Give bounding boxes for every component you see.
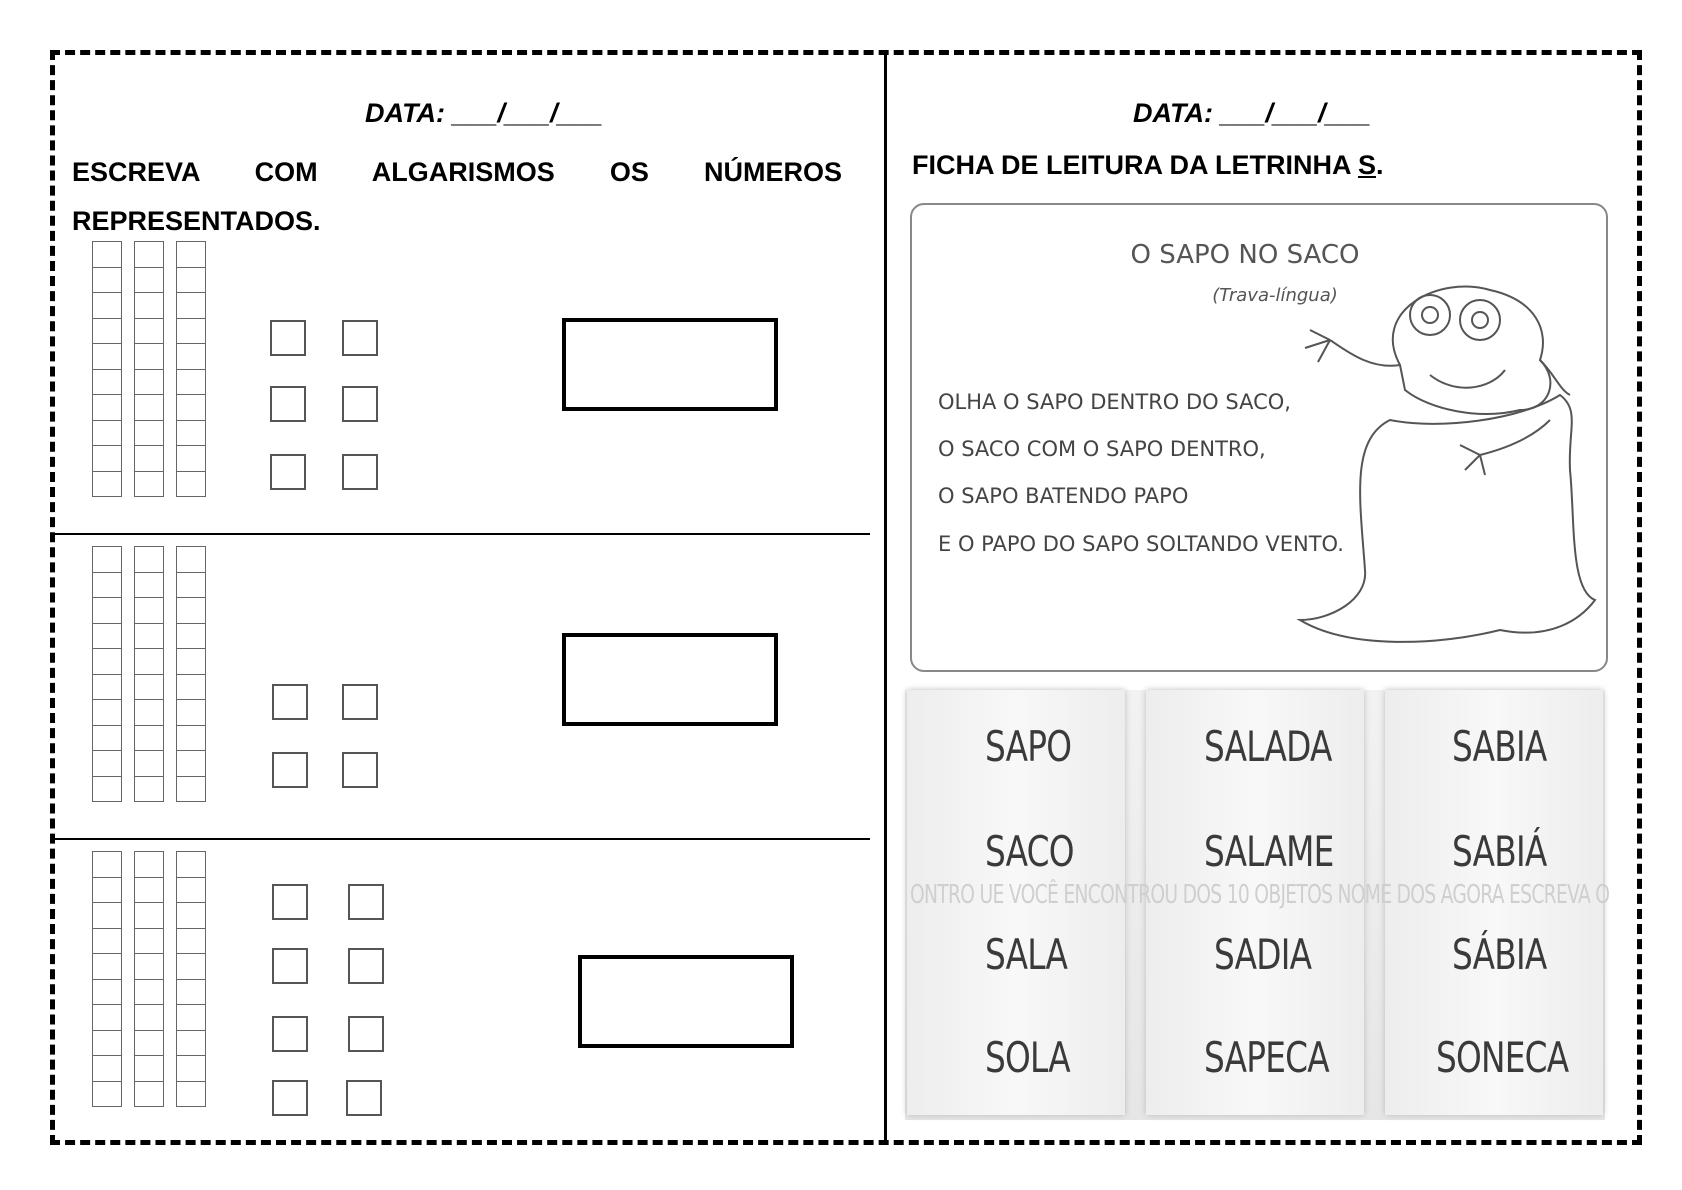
faded-background-text: ONTRO UE VOCÊ ENCONTROU DOS 10 OBJETOS NOME DOS AGORA ESCREVA O: [910, 880, 1610, 910]
rod-cell: [92, 394, 122, 421]
unit-cube: [272, 1016, 308, 1052]
poem-line: O SAPO BATENDO PAPO: [938, 484, 1189, 508]
word-item: SACO: [985, 827, 1074, 876]
rod-cell: [176, 725, 206, 752]
rod-cell: [92, 572, 122, 599]
rod-cell: [134, 750, 164, 777]
rod-cell: [176, 699, 206, 726]
rod-cell: [134, 699, 164, 726]
rod-cell: [92, 648, 122, 675]
rod-cell: [92, 928, 122, 955]
rod-cell: [134, 979, 164, 1006]
word-item: SALADA: [1204, 722, 1332, 771]
rod-cell: [92, 674, 122, 701]
rod-cell: [176, 877, 206, 904]
ten-rod: [176, 852, 206, 1107]
rod-cell: [134, 1055, 164, 1082]
word-item: SALA: [985, 930, 1068, 979]
rod-cell: [176, 902, 206, 929]
word-item: SABIÁ: [1452, 827, 1547, 876]
unit-cube: [272, 1080, 308, 1116]
unit-cube: [342, 684, 378, 720]
word-item: SALAME: [1204, 827, 1334, 876]
rod-cell: [176, 1004, 206, 1031]
rod-cell: [134, 902, 164, 929]
rod-cell: [176, 267, 206, 294]
rod-cell: [176, 953, 206, 980]
rod-cell: [134, 471, 164, 498]
rod-cell: [92, 877, 122, 904]
rod-cell: [176, 1081, 206, 1108]
rod-cell: [92, 267, 122, 294]
unit-cube: [342, 752, 378, 788]
rod-cell: [92, 725, 122, 752]
rod-cell: [134, 318, 164, 345]
rod-cell: [92, 1030, 122, 1057]
unit-cube: [342, 454, 378, 490]
rod-cell: [134, 572, 164, 599]
rod-cell: [92, 699, 122, 726]
word-item: SABIA: [1452, 722, 1547, 771]
rod-cell: [92, 623, 122, 650]
rod-cell: [134, 851, 164, 878]
poem-line: OLHA O SAPO DENTRO DO SACO,: [938, 390, 1291, 414]
rod-cell: [92, 979, 122, 1006]
ten-rod: [134, 242, 164, 497]
unit-cube: [348, 1016, 384, 1052]
rod-cell: [92, 750, 122, 777]
rod-cell: [176, 292, 206, 319]
rod-cell: [92, 546, 122, 573]
rod-cell: [176, 343, 206, 370]
rod-cell: [92, 953, 122, 980]
ten-rod: [92, 852, 122, 1107]
left-date-label: DATA: ___/___/___: [365, 98, 603, 128]
rod-cell: [134, 674, 164, 701]
ten-rod: [134, 852, 164, 1107]
rod-cell: [134, 953, 164, 980]
rod-cell: [92, 851, 122, 878]
word-item: SOLA: [985, 1033, 1070, 1082]
rod-cell: [134, 597, 164, 624]
rod-cell: [92, 241, 122, 268]
rod-cell: [134, 343, 164, 370]
center-divider: [884, 50, 887, 1145]
rod-cell: [92, 1004, 122, 1031]
unit-cube: [270, 454, 306, 490]
rod-cell: [92, 343, 122, 370]
rod-cell: [176, 648, 206, 675]
rod-cell: [92, 1055, 122, 1082]
rod-cell: [176, 241, 206, 268]
rod-cell: [176, 851, 206, 878]
rod-cell: [92, 902, 122, 929]
unit-cube: [272, 752, 308, 788]
row-divider-2: [55, 838, 870, 840]
word-item: SAPO: [985, 722, 1072, 771]
rod-cell: [92, 1081, 122, 1108]
rod-cell: [176, 623, 206, 650]
rod-cell: [134, 776, 164, 803]
rod-cell: [134, 267, 164, 294]
unit-cube: [270, 386, 306, 422]
rod-cell: [92, 292, 122, 319]
unit-cube: [342, 320, 378, 356]
ten-rod: [176, 242, 206, 497]
rod-cell: [176, 1055, 206, 1082]
rod-cell: [134, 877, 164, 904]
title-letter: S: [1357, 150, 1376, 180]
rod-cell: [134, 546, 164, 573]
rod-cell: [92, 318, 122, 345]
unit-cube: [348, 884, 384, 920]
poem-line: E O PAPO DO SAPO SOLTANDO VENTO.: [938, 532, 1344, 556]
poem-line: O SACO COM O SAPO DENTRO,: [938, 437, 1266, 461]
rod-cell: [134, 394, 164, 421]
rod-cell: [176, 369, 206, 396]
rod-cell: [134, 725, 164, 752]
word-item: SÁBIA: [1452, 930, 1547, 979]
rod-cell: [134, 648, 164, 675]
title-suffix: .: [1376, 150, 1384, 180]
rod-cell: [92, 369, 122, 396]
rod-cell: [176, 597, 206, 624]
unit-cube: [272, 684, 308, 720]
rod-cell: [92, 471, 122, 498]
rod-cell: [134, 1030, 164, 1057]
row-divider-1: [55, 533, 870, 535]
rod-cell: [176, 471, 206, 498]
ten-rod: [176, 547, 206, 802]
reading-sheet-title: [912, 148, 1384, 182]
unit-cube: [348, 948, 384, 984]
unit-cube: [272, 884, 308, 920]
rod-cell: [134, 623, 164, 650]
rod-cell: [176, 776, 206, 803]
word-item: SAPECA: [1204, 1033, 1329, 1082]
word-item: SONECA: [1436, 1033, 1569, 1082]
rod-cell: [134, 420, 164, 447]
rod-cell: [92, 597, 122, 624]
rod-cell: [134, 241, 164, 268]
rod-cell: [176, 928, 206, 955]
rod-cell: [176, 445, 206, 472]
rod-cell: [176, 318, 206, 345]
frog-in-sack-illustration: [1290, 270, 1600, 670]
rod-cell: [134, 1004, 164, 1031]
rod-cell: [176, 546, 206, 573]
rod-cell: [176, 750, 206, 777]
ten-rod: [92, 242, 122, 497]
left-instruction: ESCREVA COM ALGARISMOS OS NÚMEROS REPRESENTADOS.: [72, 157, 842, 236]
title-prefix: FICHA DE LEITURA DA LETRINHA: [912, 150, 1358, 180]
rod-cell: [176, 979, 206, 1006]
rod-cell: [176, 420, 206, 447]
rod-cell: [176, 1030, 206, 1057]
rod-cell: [134, 445, 164, 472]
rod-cell: [92, 420, 122, 447]
unit-cube: [346, 1080, 382, 1116]
rod-cell: [176, 674, 206, 701]
answer-box-1[interactable]: [562, 318, 778, 411]
ten-rod: [134, 547, 164, 802]
rod-cell: [134, 1081, 164, 1108]
rod-cell: [134, 369, 164, 396]
rod-cell: [134, 928, 164, 955]
unit-cube: [272, 948, 308, 984]
rod-cell: [134, 292, 164, 319]
right-date-label: DATA: ___/___/___: [1133, 98, 1371, 128]
word-item: SADIA: [1214, 930, 1312, 979]
rod-cell: [92, 776, 122, 803]
poem-subtitle: (Trava-língua): [1212, 285, 1338, 306]
answer-box-3[interactable]: [578, 955, 794, 1048]
answer-box-2[interactable]: [562, 633, 778, 726]
poem-title: O SAPO NO SACO: [1130, 240, 1360, 270]
rod-cell: [176, 572, 206, 599]
unit-cube: [342, 386, 378, 422]
unit-cube: [270, 320, 306, 356]
rod-cell: [176, 394, 206, 421]
rod-cell: [92, 445, 122, 472]
ten-rod: [92, 547, 122, 802]
